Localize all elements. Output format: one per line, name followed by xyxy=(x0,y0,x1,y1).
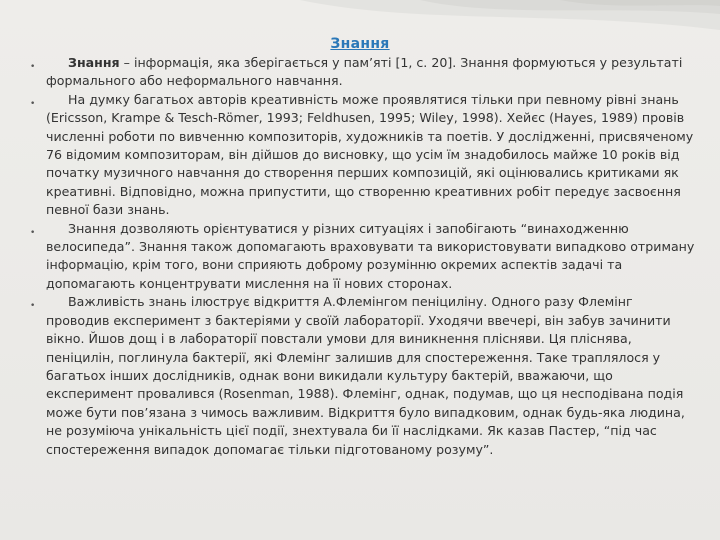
bullet-marker: • xyxy=(30,227,36,238)
term-bold: Знання xyxy=(68,55,120,70)
paragraph-text: Важливість знань ілюструє відкриття А.Флемінгом пеніциліну. Одного разу Флемінг проводив експеримент з бактеріями у своїй лабораторії. Уходячи ввечері, він забув зачинити вікно. Йшов дощ і в лабораторії повстали умови для виникнення плісняви. Ця пліснява, пеніцилін, поглинула бактерії, які Флемінг залишив для спостереження. Таке траплялося у багатьох інших дослідників, однак вони викидали культуру бактерій, вважаючи, що експеримент провалився (Rosenman, 1988). Флемінг, однак, подумав, що ця несподівана подія може бути пов’язана з чимось важливим. Відкриття було випадковим, однак будь-яка людина, не розуміюча унікальність цієї події, знехтувала би її наслідками. Як казав Пастер, “під час спостереження випадок допомагає тільки підготованому розуму”. xyxy=(46,294,685,457)
bullet-marker: • xyxy=(30,98,36,109)
bullet-marker: • xyxy=(30,301,36,312)
bullet-marker: • xyxy=(30,62,36,72)
paragraph-creativity-knowledge xyxy=(30,91,696,220)
paragraph-definition xyxy=(30,54,696,91)
paragraph-text: Знання дозволяють орієнтуватися у різних ситуаціях і запобігають “винаходженню велосипеда”. Знання також допомагають враховувати та використовувати випадково отриману інформацію, крім того, вони сприяють доброму розумінню окремих аспектів задачі та допомагають концентрувати мислення на її нових сторонах. xyxy=(46,220,695,291)
paragraph-text: На думку багатьох авторів креативність може проявлятися тільки при певному рівні знань (Ericsson, Krampe & Tesch-Römer, 1993; Feldhusen, 1995; Wiley, 1998). Хейєс (Hayes, 1989) провів численні роботи по вивченню композиторів, художників та поетів. У дослідженні, присвяченому 76 відомим композиторам, він дійшов до висновку, що усім їм знадобилось майже 10 років від початку музичного навчання до створення перших композицій, які оцінювались критиками як креативні. Відповідно, можна припустити, що створенню креативних робіт передує засвоєння певної бази знань. xyxy=(46,91,694,218)
paragraph-fleming xyxy=(30,293,696,459)
slide-body xyxy=(30,54,696,459)
paragraph-text: – інформація, яка зберігається у пам’яті [1, с. 20]. Знання формуються у результаті формального або неформального навчання. xyxy=(46,55,683,89)
paragraph-orientation xyxy=(30,220,696,294)
slide-title: Знання xyxy=(330,36,390,52)
